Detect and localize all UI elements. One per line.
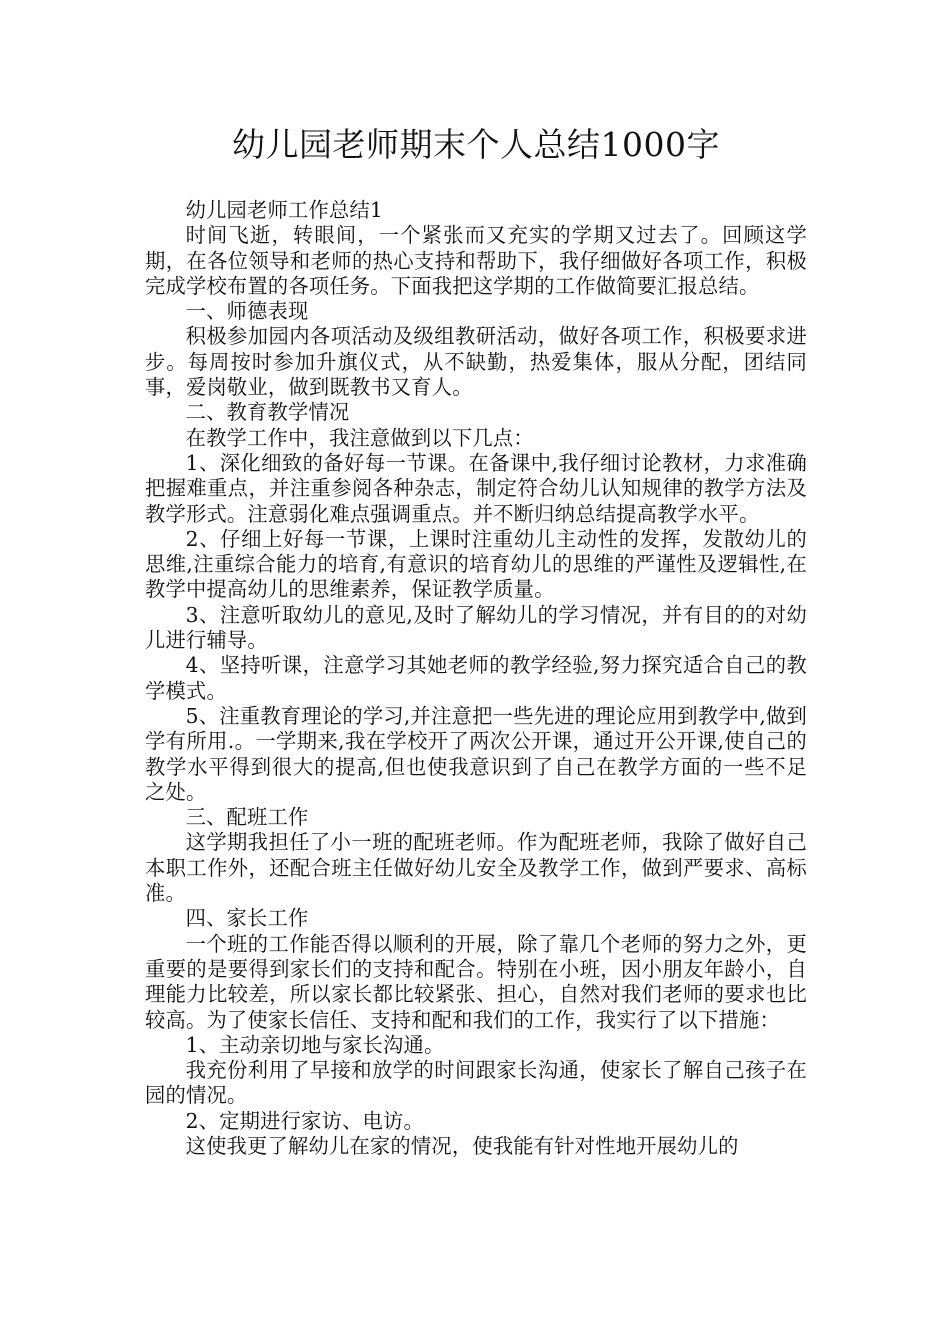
paragraph: 一个班的工作能否得以顺利的开展，除了靠几个老师的努力之外，更重要的是要得到家长们的支持和配合。特别在小班，因小朋友年龄小，自理能力比较差，所以家长都比较紧张、担心，自然对我们老师的要求也比较高。为了使家长信任、支持和配和我们的工作，我实行了以下措施： bbox=[145, 931, 807, 1032]
paragraph: 这学期我担任了小一班的配班老师。作为配班老师，我除了做好自己本职工作外，还配合班主任做好幼儿安全及教学工作，做到严要求、高标准。 bbox=[145, 830, 807, 906]
paragraph: 时间飞逝，转眼间，一个紧张而又充实的学期又过去了。回顾这学期，在各位领导和老师的热心支持和帮助下，我仔细做好各项工作，积极完成学校布置的各项任务。下面我把这学期的工作做简要汇报总结。 bbox=[145, 223, 807, 298]
document-page bbox=[145, 122, 807, 1159]
list-item: 1、主动亲切地与家长沟通。 bbox=[185, 1032, 445, 1057]
document-title: 幼儿园老师期末个人总结1000字 bbox=[232, 125, 720, 164]
list-item: 2、定期进行家访、电访。 bbox=[185, 1108, 424, 1133]
section-heading: 二、教育教学情况 bbox=[185, 400, 350, 425]
section-heading: 一、师德表现 bbox=[185, 299, 309, 324]
section-heading: 四、家长工作 bbox=[185, 906, 309, 931]
paragraph: 这使我更了解幼儿在家的情况，使我能有针对性地开展幼儿的 bbox=[185, 1133, 739, 1158]
list-item: 2、仔细上好每一节课，上课时注重幼儿主动性的发挥，发散幼儿的思维,注重综合能力的培育,有意识的培育幼儿的思维的严谨性及逻辑性,在教学中提高幼儿的思维素养，保证教学质量。 bbox=[145, 526, 807, 602]
list-item: 4、坚持听课，注意学习其她老师的教学经验,努力探究适合自己的教学模式。 bbox=[145, 653, 807, 703]
section-heading: 三、配班工作 bbox=[185, 805, 309, 830]
list-item: 3、注意听取幼儿的意见,及时了解幼儿的学习情况，并有目的的对幼儿进行辅导。 bbox=[145, 602, 807, 653]
paragraph: 积极参加园内各项活动及级组教研活动，做好各项工作，积极要求进步。每周按时参加升旗仪式，从不缺勤，热爱集体，服从分配，团结同事，爱岗敬业，做到既教书又育人。 bbox=[145, 324, 807, 400]
document-body bbox=[145, 198, 807, 1159]
paragraph: 我充份利用了早接和放学的时间跟家长沟通，使家长了解自己孩子在园的情况。 bbox=[145, 1058, 807, 1108]
list-item: 5、注重教育理论的学习,并注意把一些先进的理论应用到教学中,做到学有所用.。一学期来,我在学校开了两次公开课，通过开公开课,使自己的教学水平得到很大的提高,但也使我意识到了自己在教学方面的一些不足之处。 bbox=[145, 703, 807, 804]
list-item: 1、深化细致的备好每一节课。在备课中,我仔细讨论教材，力求准确把握难重点，并注重参阅各种杂志，制定符合幼儿认知规律的教学方法及教学形式。注意弱化难点强调重点。并不断归纳总结提高教学水平。 bbox=[145, 450, 807, 526]
section-heading: 幼儿园老师工作总结1 bbox=[185, 198, 384, 222]
paragraph: 在教学工作中，我注意做到以下几点： bbox=[185, 425, 534, 450]
